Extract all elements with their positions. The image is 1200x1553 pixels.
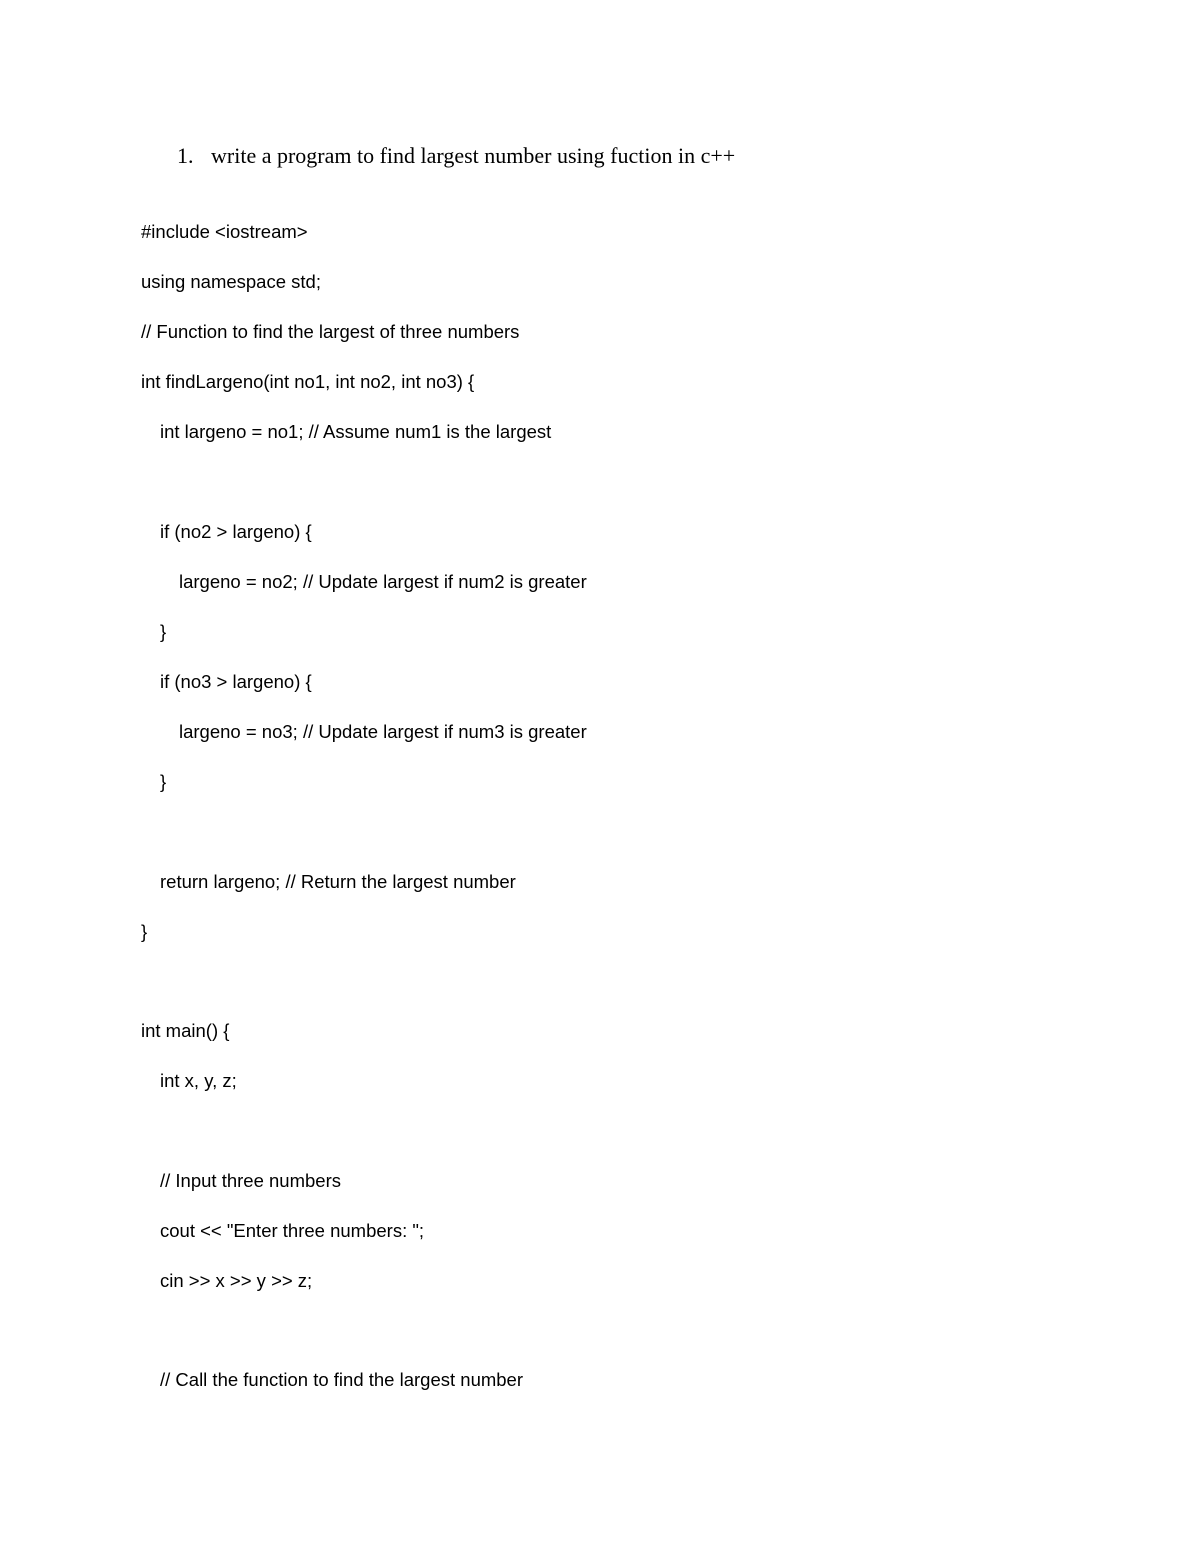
code-line-close-function: }: [141, 921, 148, 942]
code-line-cout: cout << "Enter three numbers: ";: [160, 1220, 425, 1241]
code-line-comment-input: // Input three numbers: [160, 1170, 341, 1191]
code-line-main: int main() {: [141, 1020, 230, 1041]
code-line-close-if-no2: }: [160, 621, 167, 642]
code-line-assign-no2: largeno = no2; // Update largest if num2 is greater: [179, 571, 587, 592]
code-line-cin: cin >> x >> y >> z;: [160, 1270, 313, 1291]
code-line-if-no2: if (no2 > largeno) {: [160, 521, 312, 542]
code-line-init-largeno: int largeno = no1; // Assume num1 is the largest: [160, 421, 552, 442]
code-line-assign-no3: largeno = no3; // Update largest if num3 is greater: [179, 721, 587, 742]
code-line-comment-function: // Function to find the largest of three numbers: [141, 321, 520, 342]
code-line-if-no3: if (no3 > largeno) {: [160, 671, 312, 692]
code-line-return: return largeno; // Return the largest number: [160, 871, 516, 892]
code-line-comment-call: // Call the function to find the largest number: [160, 1369, 524, 1390]
code-line-close-if-no3: }: [160, 771, 167, 792]
code-line-namespace: using namespace std;: [141, 271, 321, 292]
code-line-include: #include <iostream>: [141, 221, 308, 242]
code-line-function-signature: int findLargeno(int no1, int no2, int no3) {: [141, 371, 475, 392]
list-number: 1.: [177, 143, 194, 168]
code-line-declare-vars: int x, y, z;: [160, 1070, 237, 1091]
question-heading: [177, 142, 735, 170]
question-text: write a program to find largest number using fuction in c++: [211, 143, 736, 168]
